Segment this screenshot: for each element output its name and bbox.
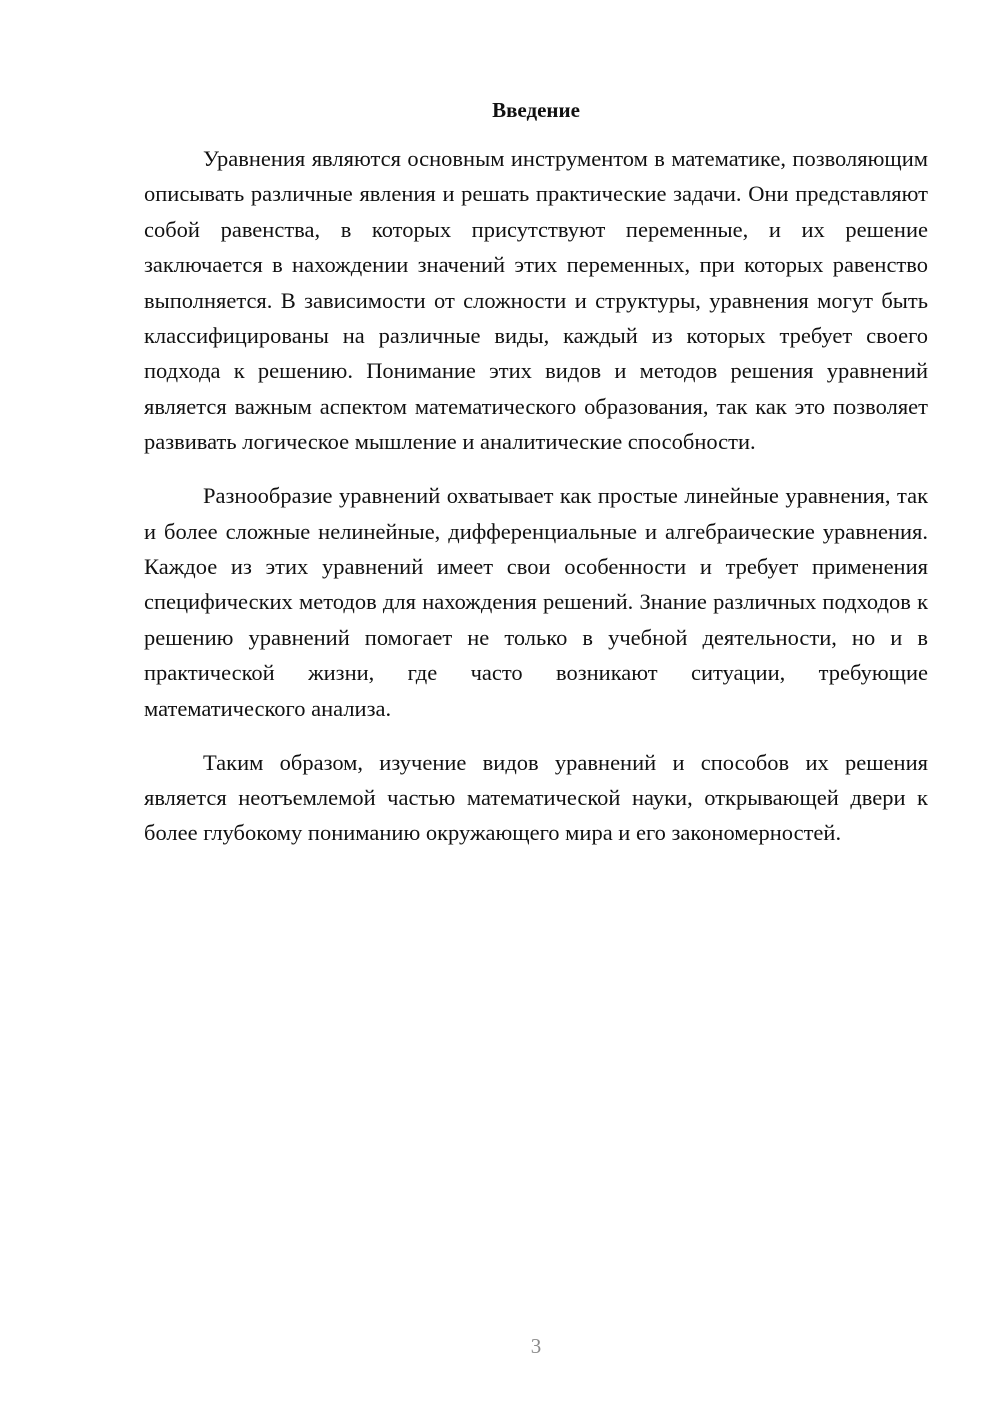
page-title: Введение bbox=[492, 98, 580, 122]
paragraph: Уравнения являются основным инструментом в математике, позволяющим описывать различные явления и решать практические задачи. Они представляют собой равенства, в которых присутствуют переменные, и их решение заключается в нахождении значений этих переменных, при которых равенство выполняется. В зависимости от сложности и структуры, уравнения могут быть классифицированы на различные виды, каждый из которых требует своего подхода к решению. Понимание этих видов и методов решения уравнений является важным аспектом математического образования, так как это позволяет развивать логическое мышление и аналитические способности. bbox=[144, 146, 928, 455]
body-text bbox=[144, 141, 928, 869]
paragraph: Разнообразие уравнений охватывает как простые линейные уравнения, так и более сложные нелинейные, дифференциальные и алгебраические уравнения. Каждое из этих уравнений имеет свои особенности и требует применения специфических методов для нахождения решений. Знание различных подходов к решению уравнений помогает не только в учебной деятельности, но и в практической жизни, где часто возникают ситуации, требующие математического анализа. bbox=[144, 483, 928, 721]
paragraph: Таким образом, изучение видов уравнений и способов их решения является неотъемлемой частью математической науки, открывающей двери к более глубокому пониманию окружающего мира и его закономерностей. bbox=[144, 749, 928, 846]
page-number: 3 bbox=[530, 1334, 542, 1358]
